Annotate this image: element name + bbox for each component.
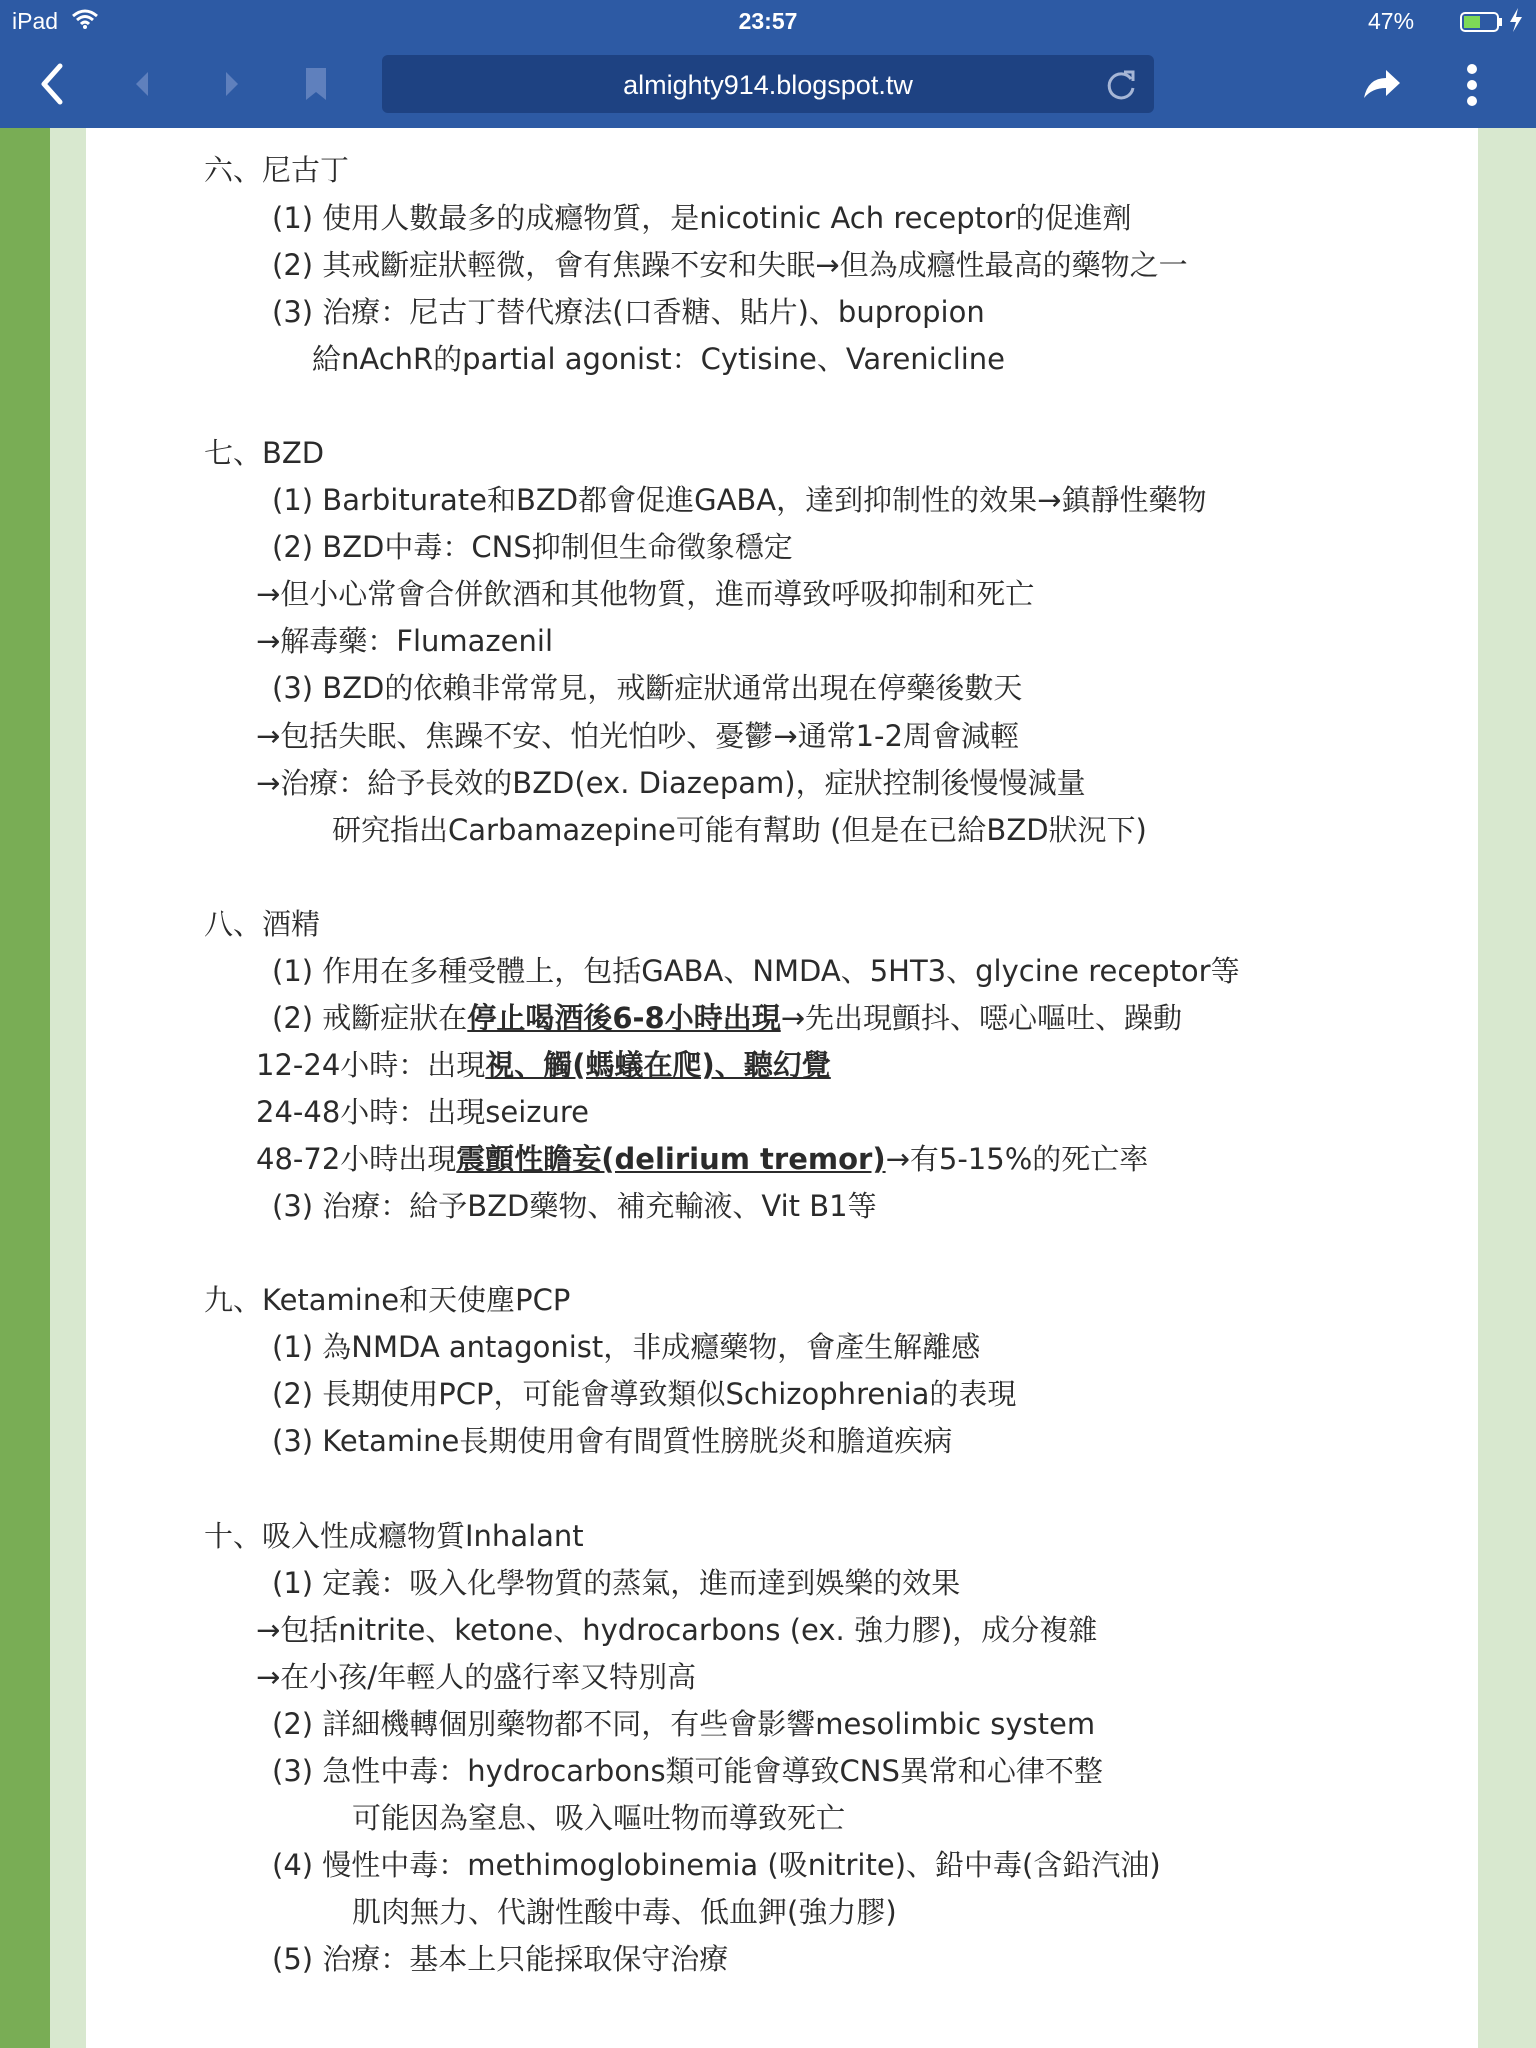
list-item: 可能因為窒息、吸入嘔吐物而導致死亡 — [352, 1801, 846, 1835]
address-bar[interactable] — [382, 55, 1154, 113]
section-heading-inhalant: 十、吸入性成癮物質Inhalant — [204, 1519, 584, 1553]
device-label: iPad — [12, 8, 59, 34]
list-item: (4) 慢性中毒：methimoglobinemia (吸nitrite)、鉛中毒(含鉛汽油) — [272, 1848, 1161, 1882]
list-item: (2) BZD中毒：CNS抑制但生命徵象穩定 — [272, 530, 793, 564]
page-forward-icon[interactable] — [220, 60, 244, 108]
list-item: (1) 使用人數最多的成癮物質，是nicotinic Ach receptor的促進劑 — [272, 201, 1132, 235]
status-bar — [0, 0, 1536, 42]
text-run: →先出現顫抖、噁心嘔吐、躁動 — [780, 1001, 1183, 1035]
emphasis-text: 震顫性瞻妄(delirium tremor) — [456, 1142, 886, 1176]
list-item: (1) Barbiturate和BZD都會促進GABA，達到抑制性的效果→鎮靜性藥物 — [272, 483, 1207, 517]
text-run: →有5-15%的死亡率 — [885, 1142, 1149, 1176]
list-item: →治療：給予長效的BZD(ex. Diazepam)，症狀控制後慢慢減量 — [256, 766, 1086, 800]
section-heading-ketamine: 九、Ketamine和天使塵PCP — [204, 1283, 571, 1317]
text-run: 12-24小時：出現 — [256, 1048, 486, 1082]
list-item: (1) 為NMDA antagonist，非成癮藥物，會產生解離感 — [272, 1330, 981, 1364]
list-item: (3) 治療：給予BZD藥物、補充輸液、Vit B1等 — [272, 1189, 877, 1223]
list-item — [272, 998, 1182, 1038]
page-left-margin — [50, 128, 86, 2048]
charging-bolt-icon — [1508, 7, 1524, 33]
section-heading-nicotine: 六、尼古丁 — [204, 153, 350, 187]
battery-icon — [1460, 11, 1504, 33]
list-item: (1) 定義：吸入化學物質的蒸氣，進而達到娛樂的效果 — [272, 1566, 961, 1600]
page-left-border — [0, 128, 50, 2048]
clock: 23:57 — [738, 8, 798, 34]
list-item: 24-48小時：出現seizure — [256, 1095, 590, 1129]
share-icon[interactable] — [1360, 64, 1404, 104]
list-item: (2) 長期使用PCP，可能會導致類似Schizophrenia的表現 — [272, 1377, 1017, 1411]
page-back-icon[interactable] — [130, 60, 154, 108]
bookmark-icon[interactable] — [302, 60, 330, 108]
list-item: (3) 治療：尼古丁替代療法(口香糖、貼片)、bupropion — [272, 295, 985, 329]
list-item: (2) 其戒斷症狀輕微，會有焦躁不安和失眠→但為成癮性最高的藥物之一 — [272, 248, 1188, 282]
list-item: →解毒藥：Flumazenil — [256, 624, 553, 658]
list-item: (3) 急性中毒：hydrocarbons類可能會導致CNS異常和心律不整 — [272, 1754, 1103, 1788]
emphasis-text: 停止喝酒後6-8小時出現 — [467, 1001, 781, 1035]
list-item: (3) Ketamine長期使用會有間質性膀胱炎和膽道疾病 — [272, 1424, 953, 1458]
list-item: (3) BZD的依賴非常常見，戒斷症狀通常出現在停藥後數天 — [272, 671, 1023, 705]
list-item: 給nAchR的partial agonist：Cytisine、Varenicline — [312, 342, 1006, 376]
back-arrow-icon[interactable] — [36, 60, 66, 108]
list-item: →包括失眠、焦躁不安、怕光怕吵、憂鬱→通常1-2周會減輕 — [256, 719, 1019, 753]
list-item: →但小心常會合併飲酒和其他物質，進而導致呼吸抑制和死亡 — [256, 577, 1035, 611]
text-run: (2) 戒斷症狀在 — [272, 1001, 468, 1035]
list-item — [256, 1045, 831, 1085]
battery-percent: 47% — [1368, 8, 1415, 34]
list-item: 研究指出Carbamazepine可能有幫助 (但是在已給BZD狀況下) — [332, 813, 1147, 847]
browser-toolbar — [0, 42, 1536, 128]
list-item: 肌肉無力、代謝性酸中毒、低血鉀(強力膠) — [352, 1895, 897, 1929]
list-item — [256, 1139, 1148, 1179]
list-item: (1) 作用在多種受體上，包括GABA、NMDA、5HT3、glycine receptor等 — [272, 954, 1240, 988]
url-text[interactable]: almighty914.blogspot.tw — [623, 70, 913, 100]
list-item: (5) 治療：基本上只能採取保守治療 — [272, 1942, 729, 1976]
emphasis-text: 視、觸(螞蟻在爬)、聽幻覺 — [485, 1048, 831, 1082]
article-content — [86, 128, 1478, 2048]
list-item: →包括nitrite、ketone、hydrocarbons (ex. 強力膠)，成分複雜 — [256, 1613, 1098, 1647]
text-run: 48-72小時出現 — [256, 1142, 457, 1176]
list-item: (2) 詳細機轉個別藥物都不同，有些會影響mesolimbic system — [272, 1707, 1096, 1741]
section-heading-bzd: 七、BZD — [204, 436, 325, 470]
section-heading-alcohol: 八、酒精 — [204, 907, 321, 941]
page-right-margin — [1478, 128, 1536, 2048]
more-menu-icon[interactable] — [1462, 62, 1482, 108]
list-item: →在小孩/年輕人的盛行率又特別高 — [256, 1660, 697, 1694]
reload-icon[interactable] — [1104, 68, 1138, 102]
